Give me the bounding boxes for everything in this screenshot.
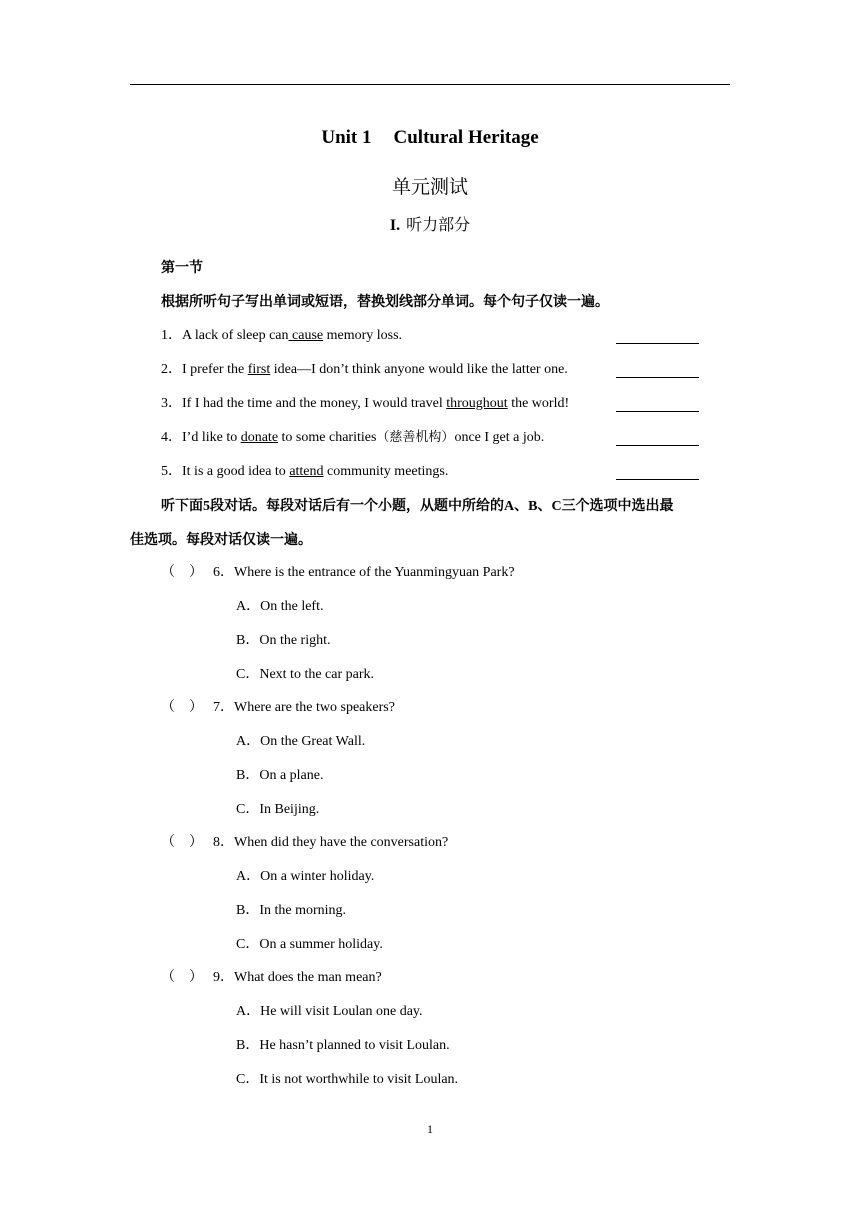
question-7: 7．Where are the two speakers? [213,700,395,715]
part1-instruction: 根据所听句子写出单词或短语，替换划线部分单词。每个句子仅读一遍。 [161,294,609,310]
option-b: B．On the right. [236,633,331,648]
underlined-word: first [247,362,271,377]
sentence-item: 5．It is a good idea to attend community meetings. [161,464,449,479]
section-title [0,212,860,235]
sentence-item: 3．If I had the time and the money, I would travel throughout the world! [161,396,570,411]
answer-parentheses[interactable]: （ ） [161,565,203,580]
title-topic: Cultural Heritage [393,127,539,148]
title-unit: Unit 1 [321,127,372,148]
sentence-item: 2．I prefer the first idea—I don’t think anyone would like the latter one. [161,362,568,377]
part2-instruction-cont: 佳选项。每段对话仅读一遍。 [130,532,312,548]
answer-blank[interactable] [616,479,699,480]
part2-instruction: 听下面5段对话。每段对话后有一个小题，从题中所给的A、B、C三个选项中选出最 [161,498,674,514]
option-b: B．In the morning. [236,903,347,918]
question-6: 6．Where is the entrance of the Yuanmingyuan Park? [213,565,515,580]
answer-blank[interactable] [616,343,699,344]
answer-parentheses[interactable]: （ ） [161,970,203,985]
option-b: B．He hasn’t planned to visit Loulan. [236,1038,450,1053]
option-c: C．On a summer holiday. [236,937,383,952]
sentence-item: 4．I’d like to donate to some charities（慈善机构）once I get a job. [161,430,545,445]
option-a: A．On the left. [236,599,324,614]
page-title [0,127,860,149]
underlined-word: donate [240,430,279,445]
option-a: A．On the Great Wall. [236,734,366,749]
underlined-word: attend [289,464,324,479]
underlined-word: throughout [446,396,508,411]
sentence-item: 1．A lack of sleep can cause memory loss. [161,328,403,343]
option-a: A．He will visit Loulan one day. [236,1004,423,1019]
answer-parentheses[interactable]: （ ） [161,700,203,715]
option-b: B．On a plane. [236,768,324,783]
option-c: C．It is not worthwhile to visit Loulan. [236,1072,459,1087]
option-c: C．In Beijing. [236,802,320,817]
header-rule [130,84,730,85]
section-name: 听力部分 [406,215,471,234]
part1-heading: 第一节 [161,260,203,276]
section-number: I. [389,217,401,234]
answer-parentheses[interactable]: （ ） [161,835,203,850]
option-a: A．On a winter holiday. [236,869,375,884]
answer-blank[interactable] [616,445,699,446]
page-subtitle: 单元测试 [391,176,468,198]
page-number: 1 [427,1122,433,1136]
underlined-word: cause [288,328,324,343]
question-9: 9．What does the man mean? [213,970,382,985]
option-c: C．Next to the car park. [236,667,375,682]
answer-blank[interactable] [616,377,699,378]
question-8: 8．When did they have the conversation? [213,835,449,850]
answer-blank[interactable] [616,411,699,412]
chinese-gloss: （慈善机构） [376,430,455,445]
